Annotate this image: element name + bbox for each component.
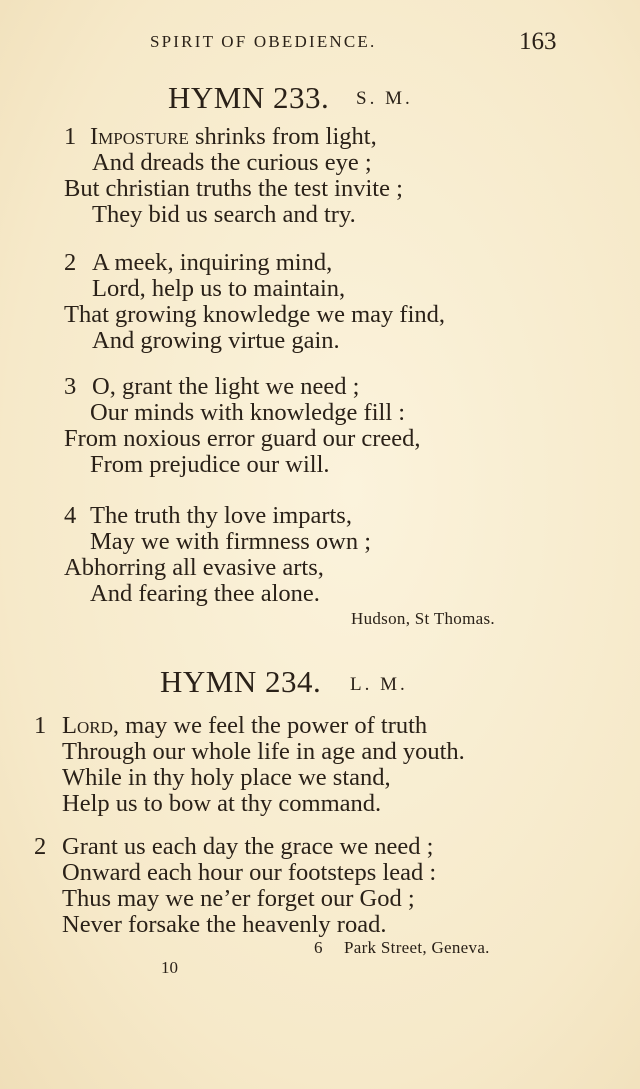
verse-line: O, grant the light we need ; <box>92 373 360 400</box>
verse-line: And dreads the curious eye ; <box>92 149 372 176</box>
verse-line: Abhorring all evasive arts, <box>64 554 324 581</box>
hymn-233-title: HYMN 233. <box>168 80 330 115</box>
hymn-234-meter: L. M. <box>350 674 408 695</box>
stanza-number: 1 <box>64 123 77 150</box>
verse-line: Thus may we ne’er forget our God ; <box>62 885 415 912</box>
running-head: SPIRIT OF OBEDIENCE. <box>150 32 377 51</box>
verse-line: Imposture shrinks from light, <box>90 123 377 150</box>
verse-line: May we with firmness own ; <box>90 528 372 555</box>
verse-line: But christian truths the test invite ; <box>64 175 403 202</box>
verse-line: Through our whole life in age and youth. <box>62 738 465 765</box>
verse-line: A meek, inquiring mind, <box>92 249 333 276</box>
verse-line: They bid us search and try. <box>92 201 356 228</box>
initial-word: Imposture <box>90 123 189 150</box>
stanza-number: 2 <box>64 249 77 276</box>
hymn-234-title: HYMN 234. <box>160 664 322 699</box>
verse-line: Never forsake the heavenly road. <box>62 911 387 938</box>
verse-line: Lord, may we feel the power of truth <box>62 712 428 739</box>
verse-line: From noxious error guard our creed, <box>64 425 421 452</box>
verse-line: Our minds with knowledge fill : <box>90 399 406 426</box>
tune-attribution-number: 6 <box>314 938 323 957</box>
verse-line: Lord, help us to maintain, <box>92 275 346 302</box>
page-number: 163 <box>519 28 557 55</box>
stanza-number: 1 <box>34 712 47 739</box>
verse-line: And fearing thee alone. <box>90 580 320 607</box>
initial-word: Lord <box>62 712 113 739</box>
verse-line: Help us to bow at thy command. <box>62 790 382 817</box>
verse-line: The truth thy love imparts, <box>90 502 352 529</box>
verse-line: Grant us each day the grace we need ; <box>62 833 434 860</box>
tune-attribution: Hudson, St Thomas. <box>351 609 495 628</box>
hymn-233-meter: S. M. <box>356 88 413 109</box>
signature-mark: 10 <box>161 958 178 977</box>
tune-attribution: Park Street, Geneva. <box>344 938 490 957</box>
verse-line: And growing virtue gain. <box>92 327 340 354</box>
verse-line: From prejudice our will. <box>90 451 330 478</box>
stanza-number: 4 <box>64 502 77 529</box>
stanza-number: 2 <box>34 833 47 860</box>
verse-line: Onward each hour our footsteps lead : <box>62 859 437 886</box>
stanza-number: 3 <box>64 373 77 400</box>
verse-line: That growing knowledge we may find, <box>64 301 446 328</box>
verse-line: While in thy holy place we stand, <box>62 764 391 791</box>
